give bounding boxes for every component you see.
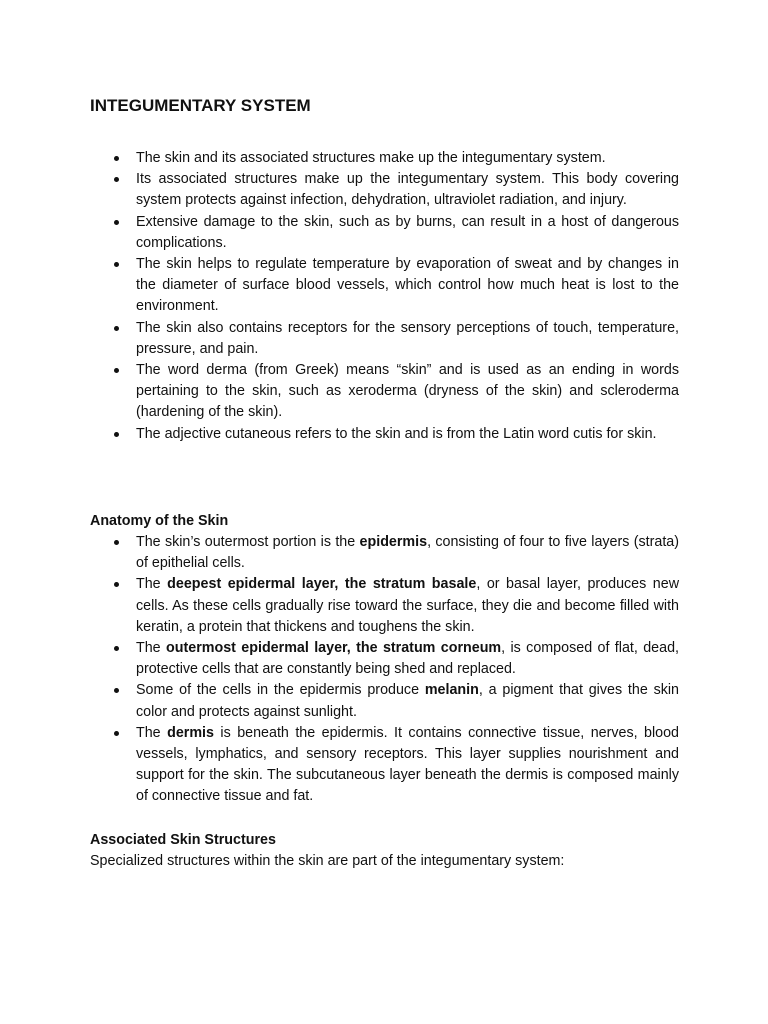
anatomy-bullet-list xyxy=(90,532,679,808)
list-item: The dermis is beneath the epidermis. It contains connective tissue, nerves, blood vessels, lymphatics, and sensory receptors. This layer supplies nourishment and support for the skin. The subcutaneous layer beneath the dermis is composed mainly of connective tissue and fat. xyxy=(90,723,679,808)
key-term: melanin xyxy=(424,682,479,699)
list-item: Its associated structures make up the integumentary system. This body covering system protects against infection, dehydration, ultraviolet radiation, and injury. xyxy=(90,169,679,211)
key-term: epidermis xyxy=(359,534,428,550)
bullet-icon xyxy=(114,582,119,587)
list-item: The deepest epidermal layer, the stratum basale, or basal layer, produces new cells. As these cells gradually rise toward the surface, they die and become filled with keratin, a protein that thickens and toughens the skin. xyxy=(90,574,679,638)
bullet-icon xyxy=(114,220,119,225)
bullet-icon xyxy=(114,688,119,693)
key-term: deepest epidermal layer, the stratum basale xyxy=(167,576,477,593)
structures-heading: Associated Skin Structures xyxy=(90,832,276,848)
list-item: The skin and its associated structures make up the integumentary system. xyxy=(90,148,679,169)
bullet-icon xyxy=(114,432,119,437)
list-item: The skin also contains receptors for the sensory perceptions of touch, temperature, pressure, and pain. xyxy=(90,318,679,360)
page-title: INTEGUMENTARY SYSTEM xyxy=(90,96,311,115)
list-item: Extensive damage to the skin, such as by burns, can result in a host of dangerous complications. xyxy=(90,212,679,254)
bullet-icon xyxy=(114,646,119,651)
list-item: Some of the cells in the epidermis produce melanin, a pigment that gives the skin color and protects against sunlight. xyxy=(90,680,679,722)
list-item: The skin’s outermost portion is the epidermis, consisting of four to five layers (strata) of epithelial cells. xyxy=(90,532,679,574)
key-term: dermis xyxy=(167,724,214,741)
list-item: The outermost epidermal layer, the stratum corneum, is composed of flat, dead, protective cells that are constantly being shed and replaced. xyxy=(90,638,679,680)
bullet-icon xyxy=(114,368,119,373)
list-item: The skin helps to regulate temperature by evaporation of sweat and by changes in the diameter of surface blood vessels, which control how much heat is lost to the environment. xyxy=(90,254,679,318)
structures-paragraph: Specialized structures within the skin are part of the integumentary system: xyxy=(90,853,565,869)
intro-bullet-list xyxy=(90,148,679,445)
list-item: The word derma (from Greek) means “skin” and is used as an ending in words pertaining to the skin, such as xeroderma (dryness of the skin) and scleroderma (hardening of the skin). xyxy=(90,360,679,424)
bullet-icon xyxy=(114,156,119,161)
list-item: The adjective cutaneous refers to the skin and is from the Latin word cutis for skin. xyxy=(90,424,679,445)
bullet-icon xyxy=(114,262,119,267)
key-term: outermost epidermal layer, the stratum corneum xyxy=(166,640,502,657)
bullet-icon xyxy=(114,177,119,182)
anatomy-heading: Anatomy of the Skin xyxy=(90,513,229,529)
bullet-icon xyxy=(114,326,119,331)
bullet-icon xyxy=(114,540,119,545)
bullet-icon xyxy=(114,731,119,736)
